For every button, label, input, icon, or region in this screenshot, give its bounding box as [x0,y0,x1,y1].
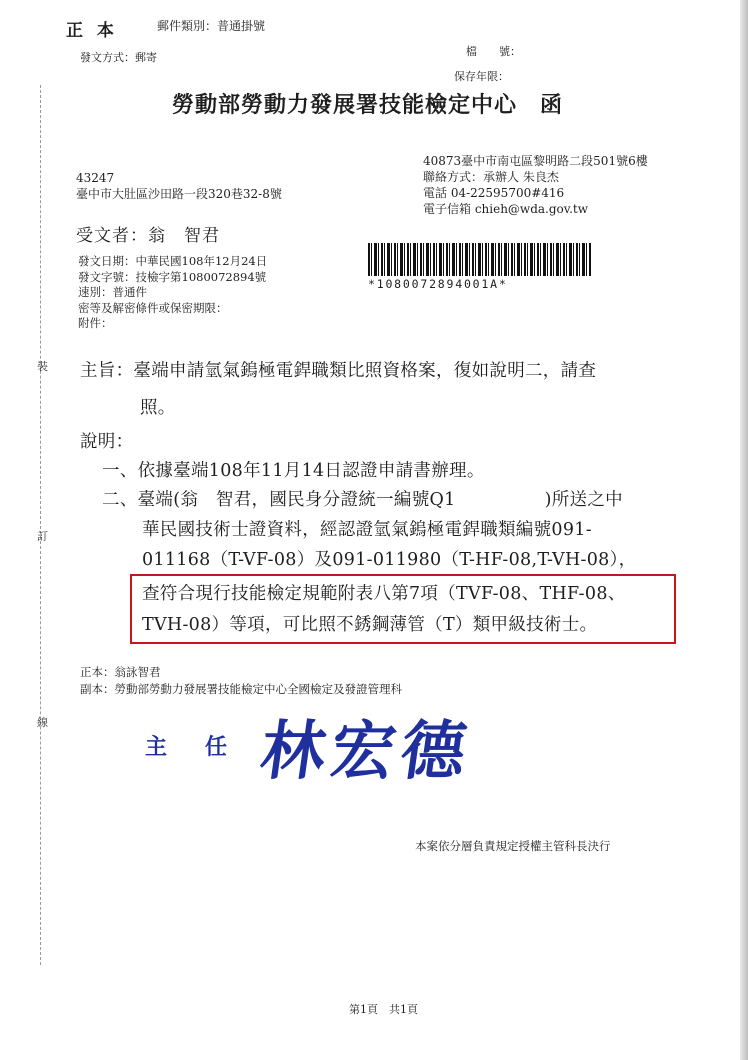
explanation-item-2-line-5: TVH-08）等項，可比照不銹鋼薄管（T）類甲級技術士。 [142,615,598,635]
authorization-note: 本案依分層負責規定授權主管科長決行 [415,839,611,853]
explanation-item-1: 一、依據臺端108年11月14日認證申請書辦理。 [102,461,485,481]
binding-mark-1: 裝 [37,360,48,373]
director-signature: 林宏德 [255,715,477,789]
document-meta [78,254,267,332]
explanation-item-2-line-4: 查符合現行技能檢定規範附表八第7項（TVF-08、THF-08、 [142,584,626,604]
copy-mark: 正 本 [66,21,118,41]
sender-email: 電子信箱 chieh@wda.gov.tw [423,202,589,216]
sender-address: 40873臺中市南屯區黎明路二段501號6樓 [423,154,648,168]
sender-phone: 電話 04-22595700#416 [423,186,565,200]
dispatch-method: 發文方式：郵寄 [80,51,157,64]
recipient-address [76,170,282,202]
distribution [80,664,402,698]
speed-class: 速別：普通件 [78,285,147,299]
postal-code: 43247 [76,171,115,185]
document-number: 發文字號：技檢字第1080072894號 [78,269,267,284]
explanation-item-2-line-3: 011168（T-VF-08）及091-011980（T-HF-08,T-VH-08）， [142,550,637,570]
page-edge-shadow [740,0,748,1060]
copy-recipient: 副本：勞動部勞動力發展署技能檢定中心全國檢定及發證管理科 [80,682,402,696]
mail-type: 郵件類別：普通掛號 [157,19,266,33]
signature-title-char-2: 任 [205,735,228,760]
barcode [368,243,592,276]
addressee: 受文者：翁 智君 [76,226,220,246]
attachment: 附件： [78,316,113,330]
explanation-item-2-line-2: 華民國技術士證資料，經認證氫氣鎢極電銲職類編號091- [142,520,592,540]
sender-contact: 聯絡方式：承辦人 朱良杰 [423,170,559,184]
file-no-label: 檔 號： [466,45,521,58]
subject-line-1: 主旨：臺端申請氫氣鎢極電銲職類比照資格案，復如說明二，請查 [80,361,597,381]
explanation-item-2-line-1: 二、臺端(翁 智君，國民身分證統一編號Q1 )所送之中 [102,490,623,510]
barcode-text: *1080072894001A* [368,277,508,291]
explanation-heading: 說明： [80,432,134,452]
binding-line [40,85,41,965]
sender-info [423,153,648,217]
retention-label: 保存年限： [454,70,509,83]
binding-mark-2: 訂 [37,530,48,543]
binding-mark-3: 線 [37,716,48,729]
issue-date: 發文日期：中華民國108年12月24日 [78,254,268,268]
page-number: 第1頁 共1頁 [349,1003,418,1016]
subject-line-2: 照。 [140,398,176,418]
recipient-street-address: 臺中市大肚區沙田路一段320巷32-8號 [76,187,282,201]
secrecy-level: 密等及解密條件或保密期限： [78,300,228,315]
signature-title-char-1: 主 [145,735,168,760]
original-recipient: 正本：翁詠智君 [80,665,161,679]
page-title: 勞動部勞動力發展署技能檢定中心 函 [172,92,564,118]
